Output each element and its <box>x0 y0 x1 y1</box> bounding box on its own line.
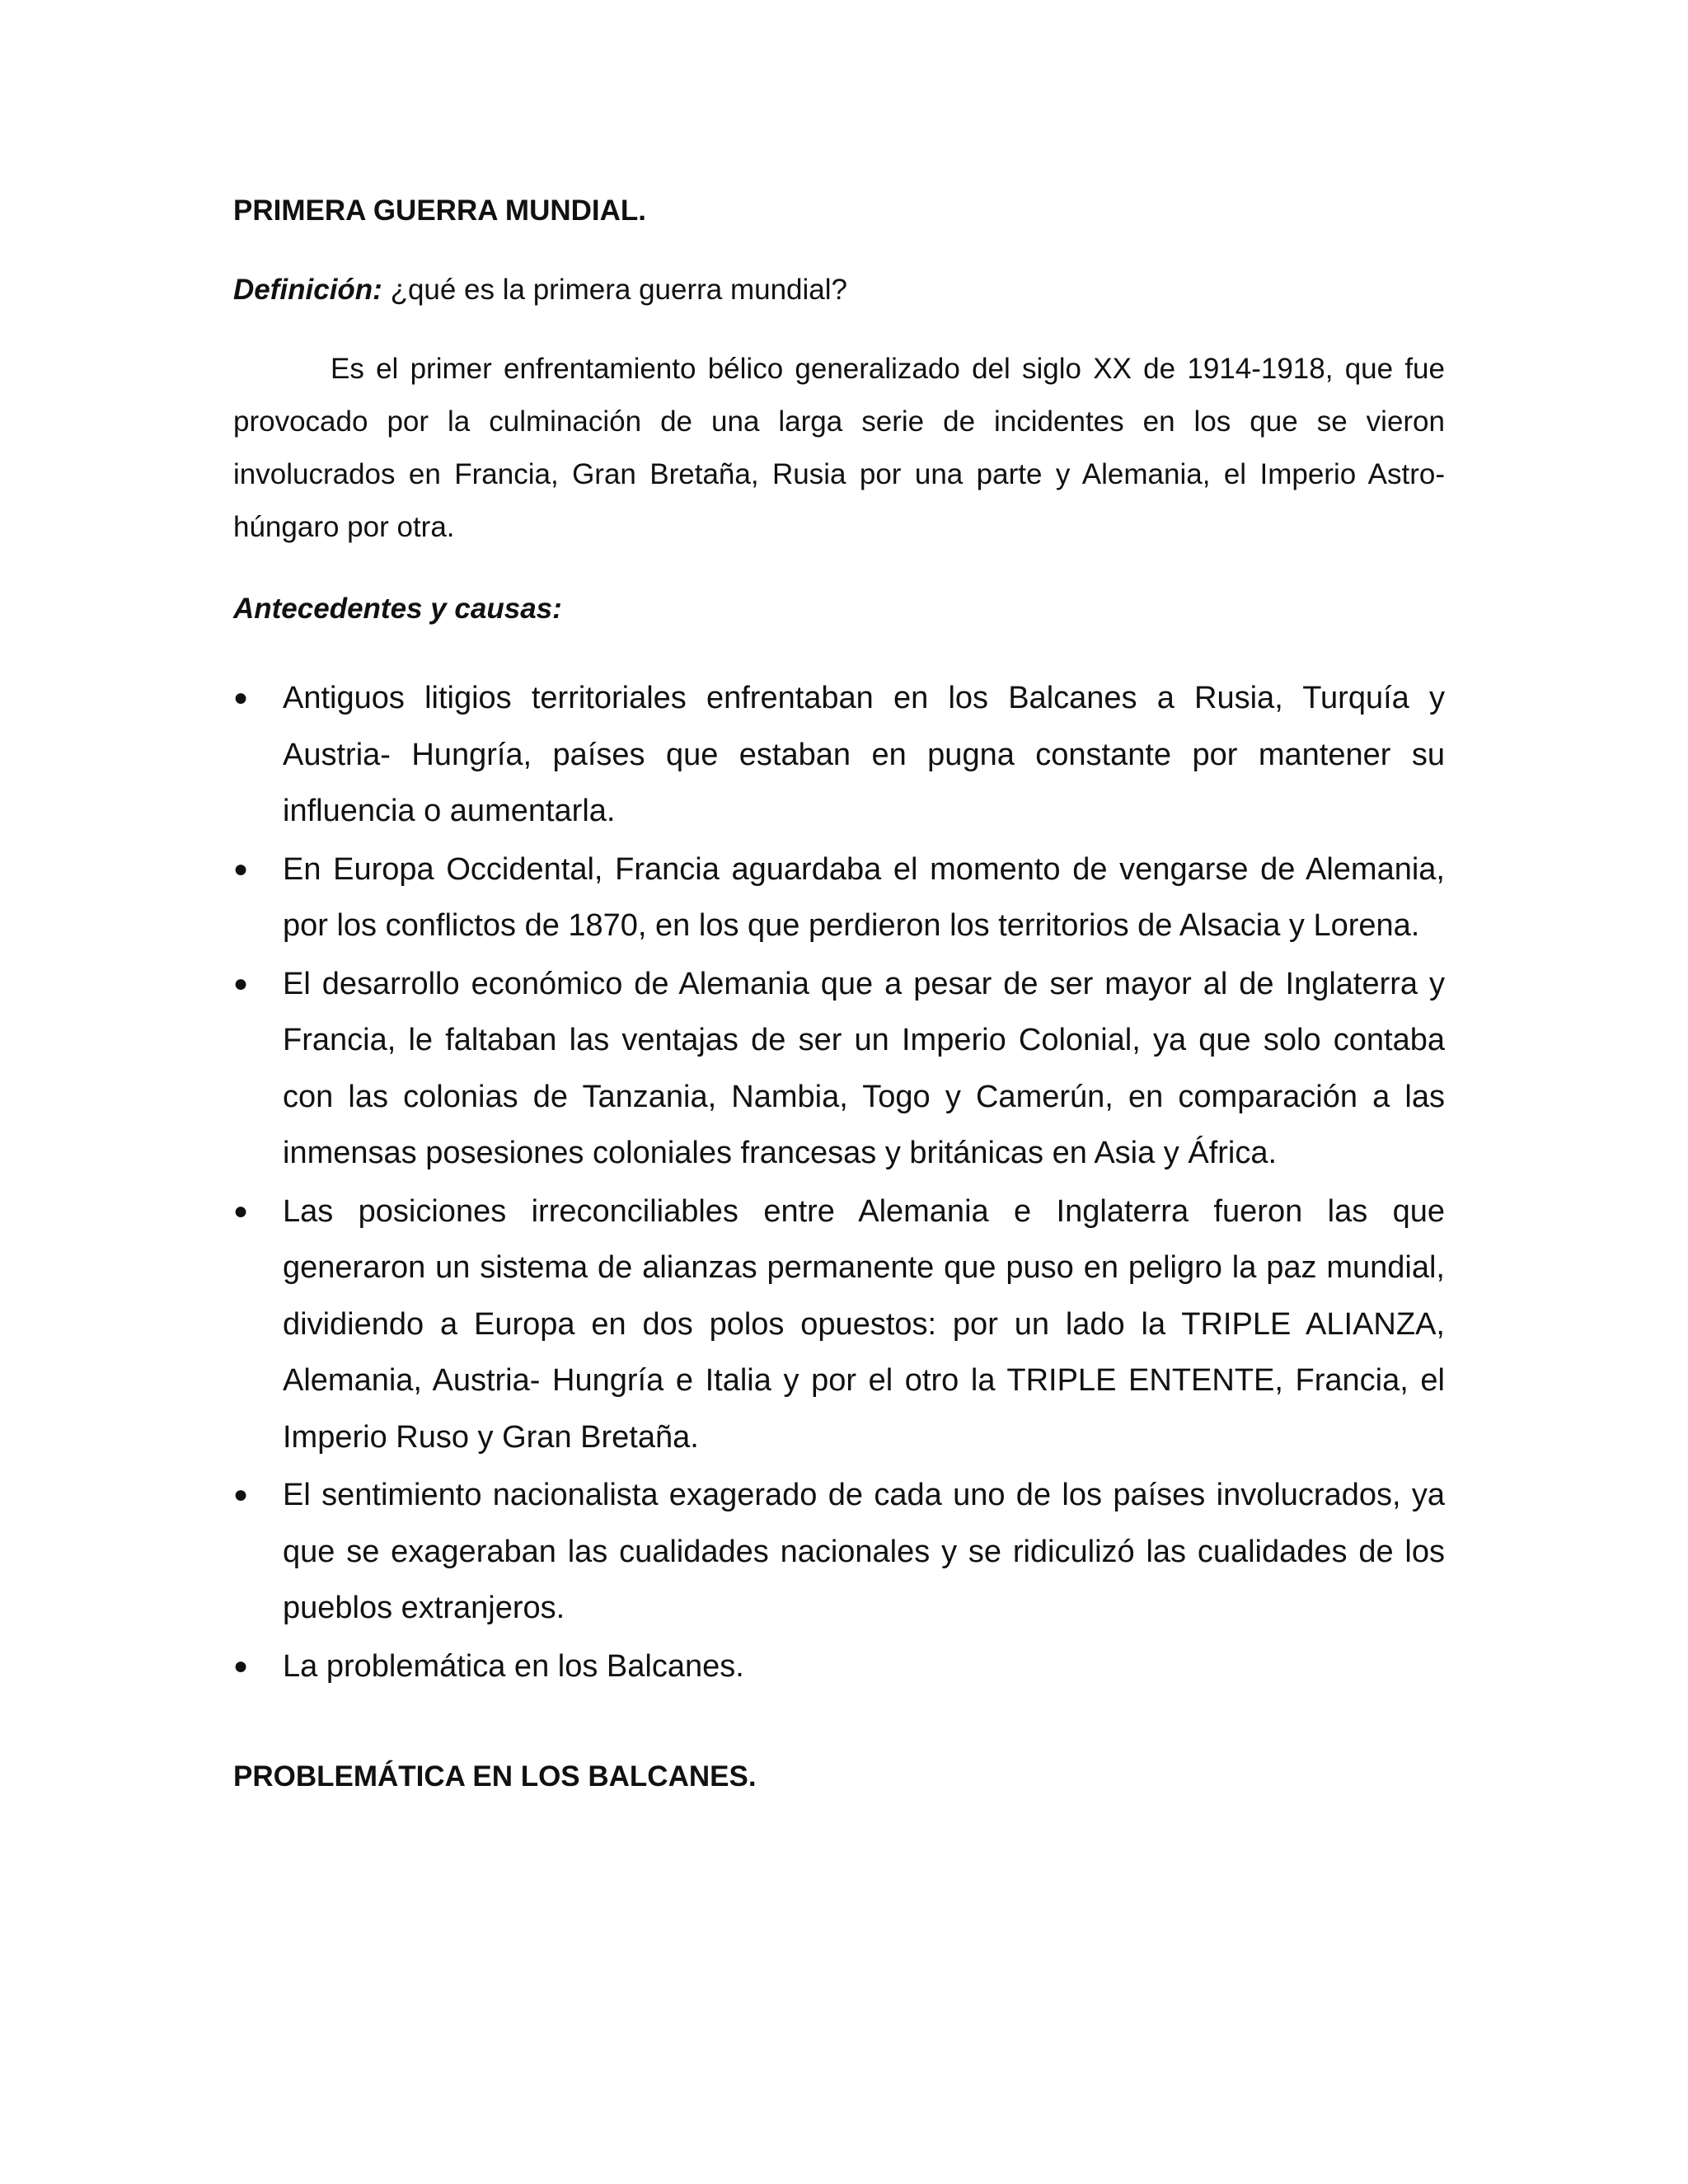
bullet-icon: ● <box>233 1197 249 1225</box>
bullet-icon: ● <box>233 684 249 711</box>
bullet-icon: ● <box>233 1652 249 1680</box>
list-item <box>233 1467 1445 1637</box>
causes-list <box>233 670 1445 1694</box>
list-item-text: El desarrollo económico de Alemania que a pesar de ser mayor al de Inglaterra y Francia, le faltaban las ventajas de ser un Imperio Colonial, ya que solo contaba con las colonias de Tanzania, Nambia, Togo y Camerún, en comparación a las inmensas posesiones coloniales francesas y británicas en Asia y África. <box>283 966 1445 1170</box>
bullet-icon: ● <box>233 1481 249 1508</box>
list-item-text: Antiguos litigios territoriales enfrentaban en los Balcanes a Rusia, Turquía y Austria- Hungría, países que estaban en pugna constante por mantener su influencia o aumentarla. <box>283 681 1445 828</box>
document-title: PRIMERA GUERRA MUNDIAL. <box>233 194 647 227</box>
causes-heading: Antecedentes y causas: <box>233 593 562 625</box>
list-item <box>233 956 1445 1182</box>
list-item <box>233 670 1445 840</box>
next-section-heading: PROBLEMÁTICA EN LOS BALCANES. <box>233 1760 757 1793</box>
definition-line <box>233 270 1445 310</box>
list-item-text: El sentimiento nacionalista exagerado de cada uno de los países involucrados, ya que se exageraban las cualidades nacionales y se ridiculizó las cualidades de los pueblos extranjeros. <box>283 1478 1445 1625</box>
list-item-text: Las posiciones irreconciliables entre Alemania e Inglaterra fueron las que generaron un sistema de alianzas permanente que puso en peligro la paz mundial, dividiendo a Europa en dos polos opuestos: por un lado la TRIPLE ALIANZA, Alemania, Austria- Hungría e Italia y por el otro la TRIPLE ENTENTE, Francia, el Imperio Ruso y Gran Bretaña. <box>283 1193 1445 1455</box>
bullet-icon: ● <box>233 969 249 997</box>
definition-question: ¿qué es la primera guerra mundial? <box>390 274 848 306</box>
definition-label: Definición: <box>233 274 382 306</box>
list-item <box>233 841 1445 954</box>
list-item-text: En Europa Occidental, Francia aguardaba el momento de vengarse de Alemania, por los conflictos de 1870, en los que perdieron los territorios de Alsacia y Lorena. <box>283 851 1445 943</box>
bullet-icon: ● <box>233 855 249 883</box>
list-item-text: La problemática en los Balcanes. <box>283 1648 744 1684</box>
definition-paragraph: Es el primer enfrentamiento bélico generalizado del siglo XX de 1914-1918, que fue provocado por la culminación de una larga serie de incidentes en los que se vieron involucrados en Francia, Gran Bretaña, Rusia por una parte y Alemania, el Imperio Astro-húngaro por otra. <box>233 353 1445 543</box>
list-item <box>233 1638 1445 1695</box>
list-item <box>233 1183 1445 1466</box>
document-content <box>233 191 1445 1797</box>
